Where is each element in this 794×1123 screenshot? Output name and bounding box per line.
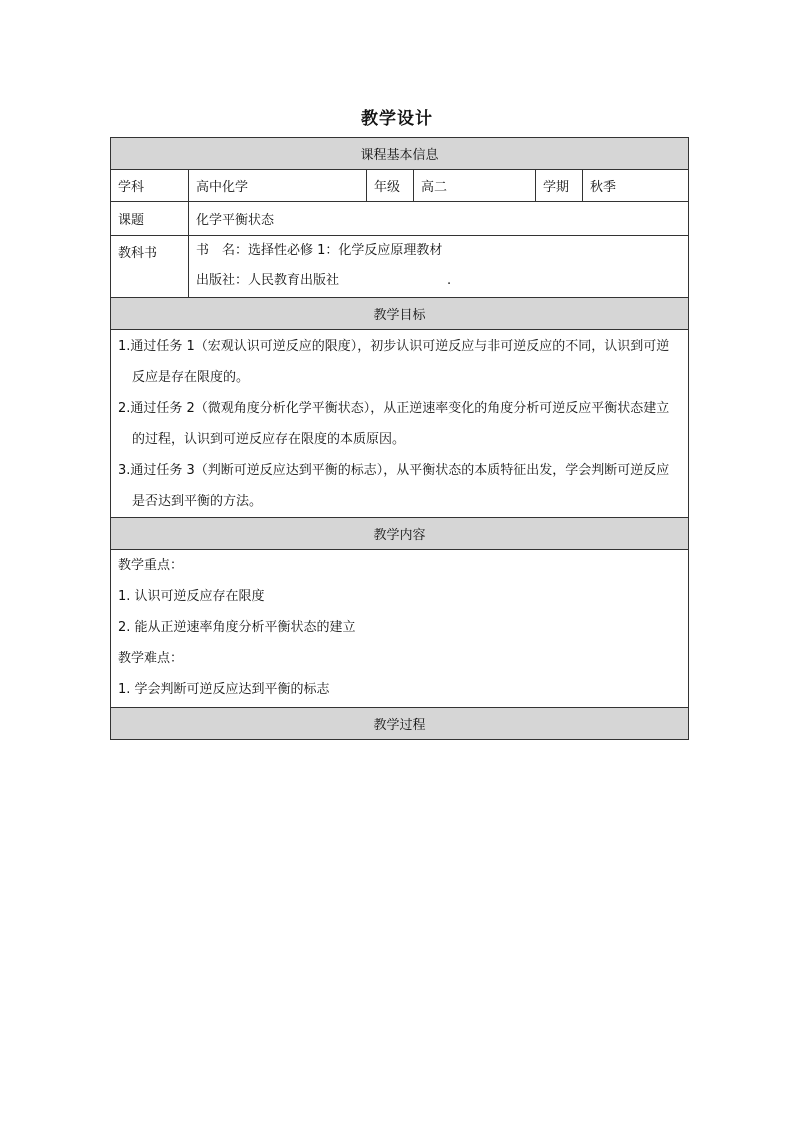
section-header-basic-info: 课程基本信息 [111, 138, 689, 170]
term-label: 学期 [536, 170, 583, 202]
grade-label: 年级 [367, 170, 414, 202]
objective-item: 3.通过任务 3（判断可逆反应达到平衡的标志），从平衡状态的本质特征出发，学会判断可逆反应是否达到平衡的方法。 [118, 463, 670, 509]
book-name: 书 名：选择性必修 1：化学反应原理教材 [196, 243, 443, 258]
objective-item: 2.通过任务 2（微观角度分析化学平衡状态），从正逆速率变化的角度分析可逆反应平衡状态建立的过程，认识到可逆反应存在限度的本质原因。 [118, 401, 670, 447]
section-header-content: 教学内容 [111, 518, 689, 550]
grade-value: 高二 [414, 170, 536, 202]
term-value: 秋季 [583, 170, 689, 202]
document-title: 教学设计 [361, 109, 433, 129]
difficult-point-item: 1. 学会判断可逆反应达到平衡的标志 [118, 682, 330, 697]
content-block [111, 550, 689, 708]
textbook-info [189, 236, 689, 298]
key-point-item: 2. 能从正逆速率角度分析平衡状态的建立 [118, 620, 356, 635]
section-header-process: 教学过程 [111, 708, 689, 740]
textbook-label: 教科书 [111, 236, 189, 298]
publisher-line [196, 266, 681, 296]
key-point-item: 1. 认识可逆反应存在限度 [118, 589, 265, 604]
objective-item: 1.通过任务 1（宏观认识可逆反应的限度），初步认识可逆反应与非可逆反应的不同，认识到可逆反应是存在限度的。 [118, 339, 670, 385]
subject-value: 高中化学 [189, 170, 367, 202]
section-header-objectives: 教学目标 [111, 298, 689, 330]
subject-label: 学科 [111, 170, 189, 202]
objectives-block [111, 330, 689, 518]
key-points-label: 教学重点： [118, 558, 184, 573]
lesson-info-table [110, 137, 689, 740]
difficult-points-label: 教学难点： [118, 651, 184, 666]
publisher: 出版社：人民教育出版社 [196, 273, 340, 288]
topic-value: 化学平衡状态 [189, 202, 689, 236]
topic-label: 课题 [111, 202, 189, 236]
publisher-tail: . [447, 273, 452, 288]
